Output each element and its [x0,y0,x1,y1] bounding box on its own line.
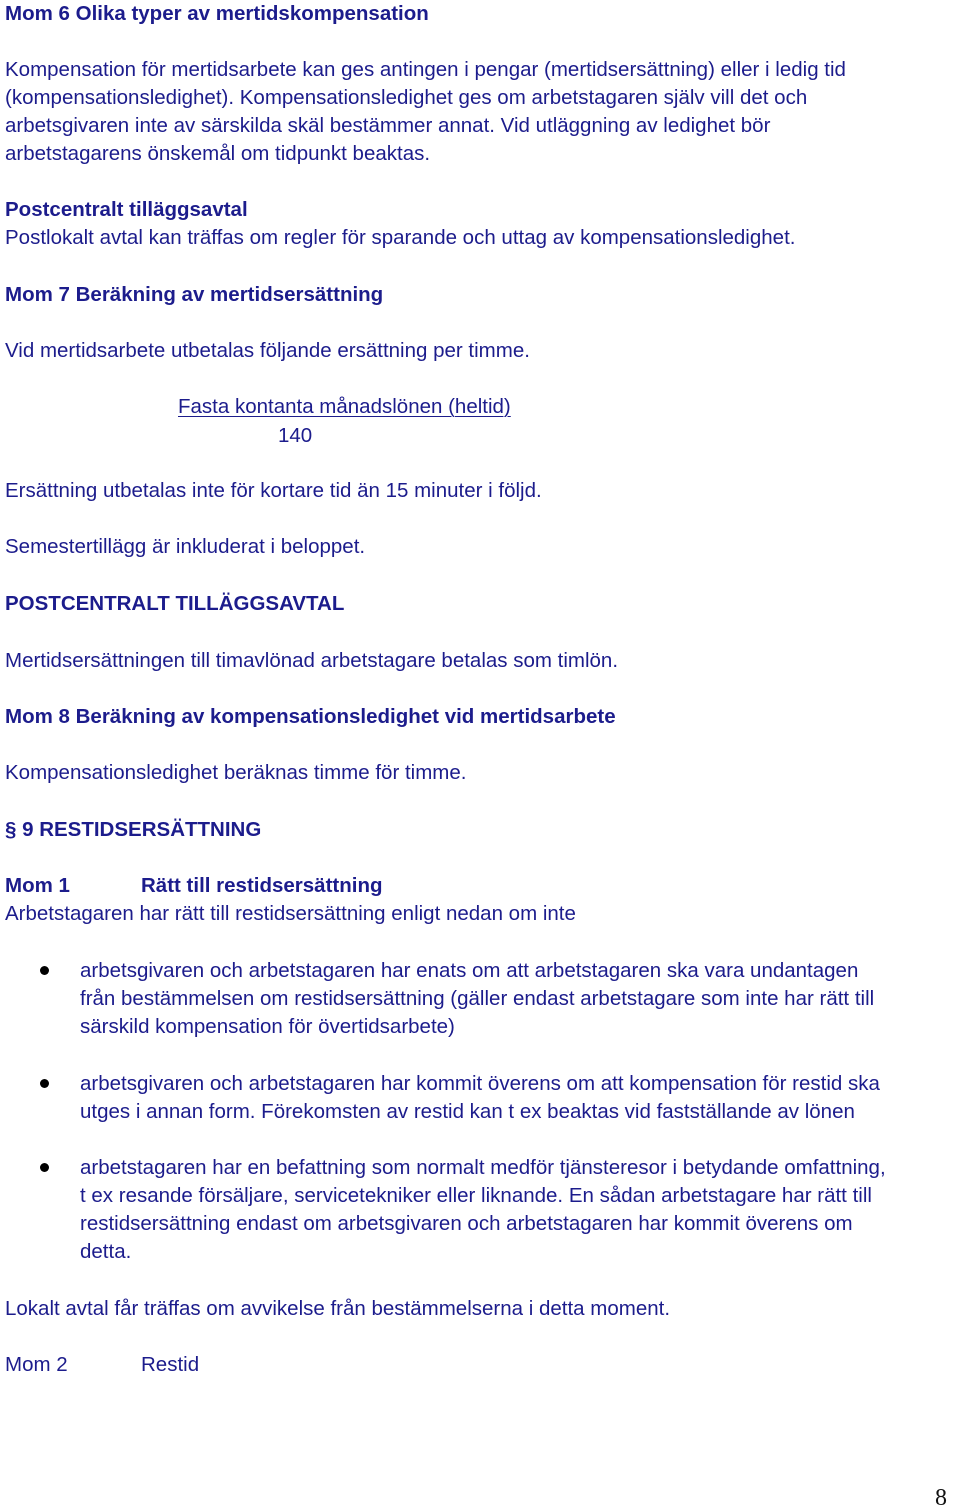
mom6-text-line-3: arbetsgivaren inte av särskilda skäl bestämmer annat. Vid utläggning av ledighet bör [5,114,771,137]
mom1-heading [5,872,383,900]
section9-heading: § 9 RESTIDSERSÄTTNING [5,818,262,841]
mom1-closing: Lokalt avtal får träffas om avvikelse från bestämmelserna i detta moment. [5,1297,671,1320]
mom8-heading: Mom 8 Beräkning av kompensationsledighet vid mertidsarbete [5,705,616,728]
mom6-text-line-4: arbetstagarens önskemål om tidpunkt beaktas. [5,142,431,165]
bullet-1-line-3: särskild kompensation för övertidsarbete) [80,1015,455,1038]
mom2-title: Restid [141,1353,200,1376]
page-number: 8 [935,1485,947,1511]
mom7-paragraph-2: Semestertillägg är inkluderat i beloppet. [5,535,366,558]
bullet-dot-3 [40,1163,49,1172]
mom7-heading: Mom 7 Beräkning av mertidsersättning [5,283,384,306]
mom7-intro: Vid mertidsarbete utbetalas följande ersättning per timme. [5,339,530,362]
mom7-table-header: Fasta kontanta månadslönen (heltid) [178,395,511,418]
mom6-text-line-2: (kompensationsledighet). Kompensationsledighet ges om arbetstagaren själv vill det och [5,86,808,109]
mom7-sub-text: Mertidsersättningen till timavlönad arbetstagare betalas som timlön. [5,649,619,672]
mom2-heading [5,1351,199,1379]
bullet-3-line-1: arbetstagaren har en befattning som normalt medför tjänsteresor i betydande omfattning, [80,1156,886,1179]
mom1-title: Rätt till restidsersättning [141,874,383,897]
mom1-label: Mom 1 [5,874,70,897]
mom6-subheading: Postcentralt tilläggsavtal [5,198,248,221]
bullet-3-line-3: restidsersättning endast om arbetsgivaren och arbetstagaren har kommit överens om [80,1212,853,1235]
mom6-text-line-1: Kompensation för mertidsarbete kan ges antingen i pengar (mertidsersättning) eller i ledig tid [5,58,846,81]
bullet-3-line-2: t ex resande försäljare, servicetekniker eller liknande. En sådan arbetstagare har rätt till [80,1184,872,1207]
bullet-dot-2 [40,1079,49,1088]
bullet-1-line-2: från bestämmelsen om restidsersättning (gäller endast arbetstagare som inte har rätt till [80,987,875,1010]
mom6-heading: Mom 6 Olika typer av mertidskompensation [5,2,429,25]
mom7-paragraph-1: Ersättning utbetalas inte för kortare tid än 15 minuter i följd. [5,479,542,502]
bullet-1-line-1: arbetsgivaren och arbetstagaren har enats om att arbetstagaren ska vara undantagen [80,959,859,982]
mom1-intro: Arbetstagaren har rätt till restidsersättning enligt nedan om inte [5,902,576,925]
mom6-sub-text: Postlokalt avtal kan träffas om regler för sparande och uttag av kompensationsledighet. [5,226,796,249]
mom7-subheading: POSTCENTRALT TILLÄGGSAVTAL [5,592,345,615]
bullet-2-line-1: arbetsgivaren och arbetstagaren har kommit överens om att kompensation för restid ska [80,1072,880,1095]
bullet-dot-1 [40,966,49,975]
mom8-text: Kompensationsledighet beräknas timme för timme. [5,761,467,784]
mom7-table-value: 140 [278,424,313,447]
mom2-label: Mom 2 [5,1353,68,1376]
bullet-3-line-4: detta. [80,1240,132,1263]
bullet-2-line-2: utges i annan form. Förekomsten av restid kan t ex beaktas vid fastställande av lönen [80,1100,855,1123]
